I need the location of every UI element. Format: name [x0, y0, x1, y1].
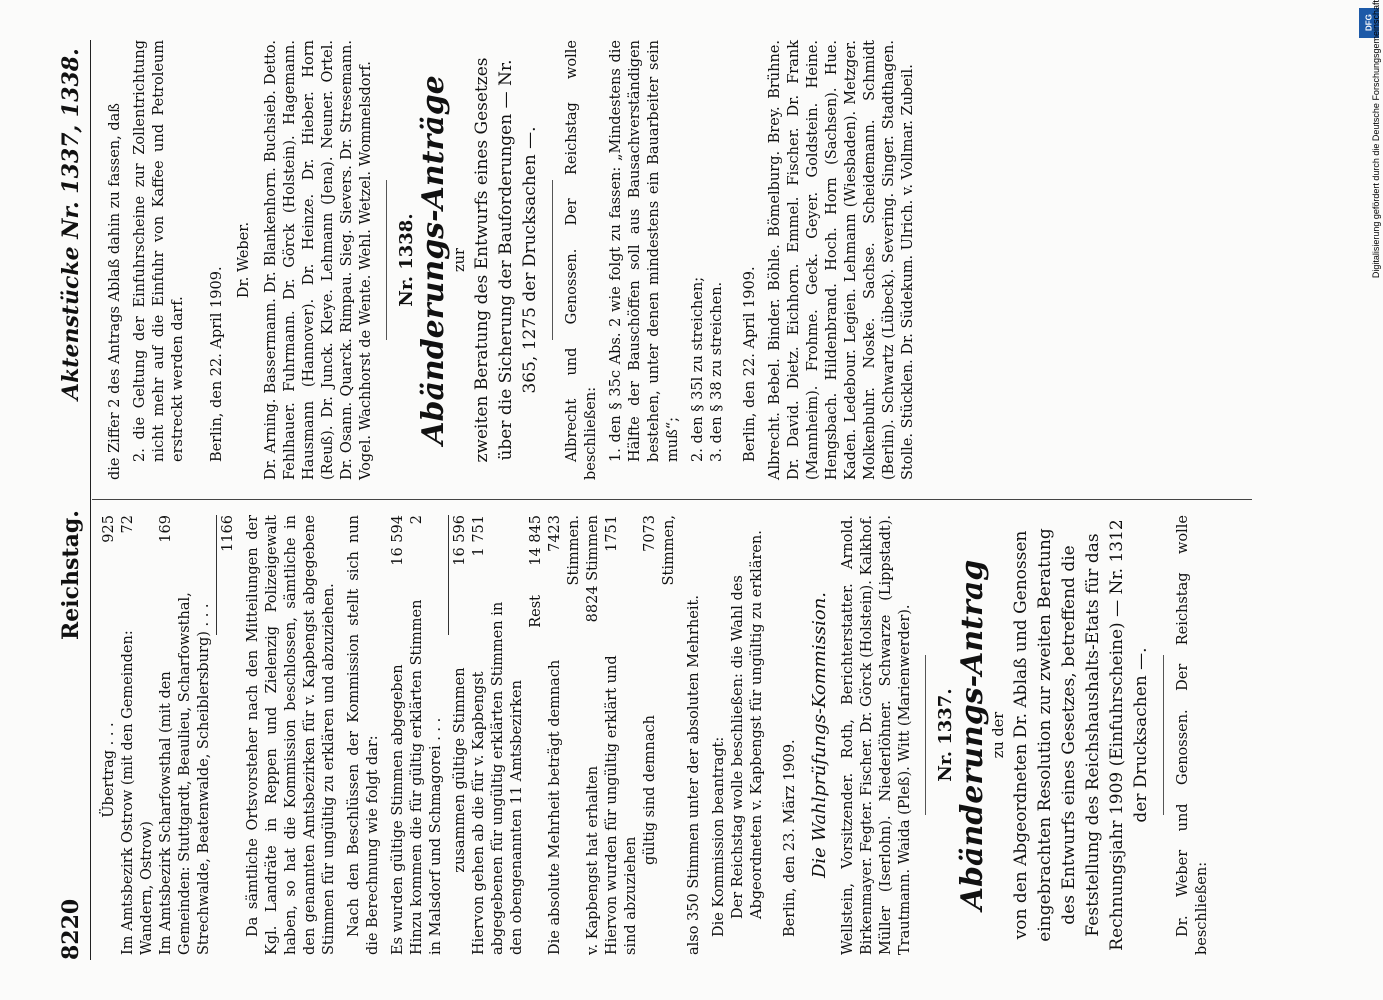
motion-intro: Die Kommission beantragt: — [711, 736, 727, 937]
header-title: Reichstag. — [58, 510, 84, 640]
calc-row: Die absolute Mehrheit beträgt demnach 7423 Stimmen. — [547, 515, 582, 955]
dfg-credit: Digitalisierung gefördert durch die Deutsche Forschungsgemeinschaft — [1371, 0, 1381, 279]
heading-connector: zu der — [991, 711, 1007, 759]
calc-row: Hinzu kommen die für gültig erklärten Stimmen in Malsdorf und Schmagorei . . . 2 — [409, 515, 444, 955]
left-column — [100, 515, 1218, 955]
heading-connector: zur — [452, 248, 468, 272]
motion: Albrecht und Genossen. Der Reichstag wolle beschließen: — [564, 40, 599, 480]
sum-rule — [216, 515, 217, 635]
separator — [552, 180, 553, 340]
header-section: Aktenstücke Nr. 1337, 1338. — [58, 48, 84, 400]
signer: Dr. Weber. — [236, 221, 252, 299]
paragraph: Nach den Beschlüssen der Kommission stellt sich nun die Berechnung wie folgt dar: — [346, 515, 381, 955]
list-item: 1. den § 35c Abs. 2 wie folgt zu fassen: „Mindestens die Hälfte der Bauschöffen soll aus Bausachverständigen bestehen, unter denen mindestens ein Bauarbeiter sein muß“; — [608, 40, 681, 462]
document-number: Nr. 1338. — [396, 213, 417, 307]
calc-row: zusammen gültige Stimmen 16 596 — [452, 515, 468, 873]
tally-row: Im Amtsbezirk Ostrow (mit den Gemeinden: Wandern, Ostrow) 72 — [120, 515, 155, 955]
calc-row: v. Kapbengst hat erhalten 8824 Stimmen — [585, 515, 601, 955]
header-rule — [90, 40, 91, 960]
separator — [386, 180, 387, 340]
document-subheading: von den Abgeordneten Dr. Ablaß und Genossen eingebrachten Resolution zur zweiten Beratung des Entwurfs eines Gesetzes, betreffend die Feststellung des Reichshaushalts-Etats für das Rechnungsjahr 1909 (Einfuhrscheine) — Nr. 1312 der Drucksachen —. — [1011, 519, 1151, 951]
paragraph: Da sämtliche Ortsvorsteher nach den Mitteilungen der Kgl. Landräte in Reppen und Zielenzig Polizeigewalt haben, so hat die Kommission beschlossen, sämtliche in den genannten Amtsbezirken für v. Kapbengst abgegebene Stimmen für ungültig zu erklären und abzuziehen. — [245, 515, 337, 955]
list-item: 2. den § 35l zu streichen; — [690, 276, 706, 462]
calc-row: Hiervon gehen ab die für v. Kapbengst abgegebenen für ungültig erklärten Stimmen in den obengenannten 11 Amtsbezirken 1 751 — [471, 515, 525, 955]
signatories: Albrecht. Bebel. Binder. Böhle. Bömelburg. Brey. Brühne. Dr. David. Dietz. Eichhorn. Emmel. Fischer. Dr. Frank (Mannheim). Frohme. Geck. Geyer. Goldstein. Heine. Hengsbach. Hildenbrand. Hoch. Horn (Sachsen). Hue. Kaden. Ledebour. Legien. Lehmann (Wiesbaden). Metzger. Molkenbuhr. Noske. Sachse. Scheidemann. Schmidt (Berlin). Schwartz (Lübeck). Severing. Singer. Stadthagen. Stolle. Stücklen. Dr. Südekum. Ulrich. v. Vollmar. Zubeil. — [767, 40, 916, 480]
document-number: Nr. 1337. — [935, 688, 956, 782]
paragraph: also 350 Stimmen unter der absoluten Mehrheit. — [686, 595, 702, 955]
signatories: Dr. Arning. Bassermann. Dr. Blankenhorn. Buchsieb. Detto. Fehlhauer. Fuhrmann. Dr. Görck (Holstein). Hagemann. Hausmann (Hannover). Dr. Heinze. Dr. Hieber. Horn (Reuß). Dr. Junck. Kleye. Lehmann (Jena). Neuner. Ortel. Dr. Osann. Quarck. Rimpau. Sieg. Sievers. Dr. Stresemann. Vogel. Wachhorst de Wente. Wehl. Wetzel. Wommelsdorf. — [263, 40, 374, 480]
sum-rule — [448, 515, 449, 635]
calc-row: gültig sind demnach 7073 Stimmen, — [642, 515, 677, 865]
tally-row: Übertrag . . . 925 — [101, 515, 117, 818]
calc-row: Rest 14 845 — [528, 515, 544, 628]
date: Berlin, den 22. April 1909. — [209, 266, 225, 462]
closing-motion: Dr. Weber und Genossen. Der Reichstag wolle beschließen: — [1175, 515, 1210, 955]
date: Berlin, den 22. April 1909. — [742, 266, 758, 462]
date: Berlin, den 23. März 1909. — [782, 739, 798, 937]
right-column — [100, 40, 924, 480]
dfg-logo: DFG — [1359, 8, 1379, 38]
paragraph: die Ziffer 2 des Antrags Ablaß dahin zu fassen, daß — [107, 103, 123, 480]
committee-title: Die Wahlprüfungs-Kommission. — [809, 591, 830, 879]
page-header — [52, 40, 92, 960]
document-subheading: zweiten Beratung des Entwurfs eines Gesetzes über die Sicherung der Bauforderungen — Nr. 365, 1275 der Drucksachen —. — [472, 57, 540, 463]
column-divider — [92, 499, 1252, 500]
motion-text: Der Reichstag wolle beschließen: die Wahl des Abgeordneten v. Kapbengst für ungültig zu erklären. — [730, 530, 765, 919]
separator — [925, 655, 926, 815]
separator — [1163, 655, 1164, 815]
list-item: 3. den § 38 zu streichen. — [709, 281, 725, 462]
committee-members: Wellstein, Vorsitzender. Roth, Berichterstatter. Arnold. Birkenmayer. Fegter. Fischer. Dr. Görck (Holstein). Kalkhof. Müller (Iserlohn). Niederlöhner. Schwarze (Lippstadt). Trautmann. Waida (Pleß). Witt (Marienwerder). — [840, 515, 913, 955]
tally-row: 1166 — [220, 515, 236, 552]
dfg-sidebar — [1355, 0, 1383, 1000]
calc-row: Hiervon wurden für ungültig erklärt und sind abzuziehen 1751 — [604, 515, 639, 955]
page-number: 8220 — [58, 898, 84, 960]
list-item: 2. die Geltung der Einfuhrscheine zur Zollentrichtung nicht mehr auf die Einfuhr von Kaffee und Petroleum erstreckt werden darf. — [132, 40, 186, 462]
document-heading: Abänderungs-Anträge — [416, 75, 451, 445]
calc-row: Es wurden gültige Stimmen abgegeben 16 594 — [390, 515, 406, 955]
document-heading: Abänderungs-Antrag — [955, 559, 990, 911]
tally-row: Im Amtsbezirk Scharfowsthal (mit den Gemeinden: Stuttgardt, Beaulieu, Scharfowsthal, Strechwalde, Beatenwalde, Scheiblersburg) . . . 169 — [158, 515, 212, 955]
